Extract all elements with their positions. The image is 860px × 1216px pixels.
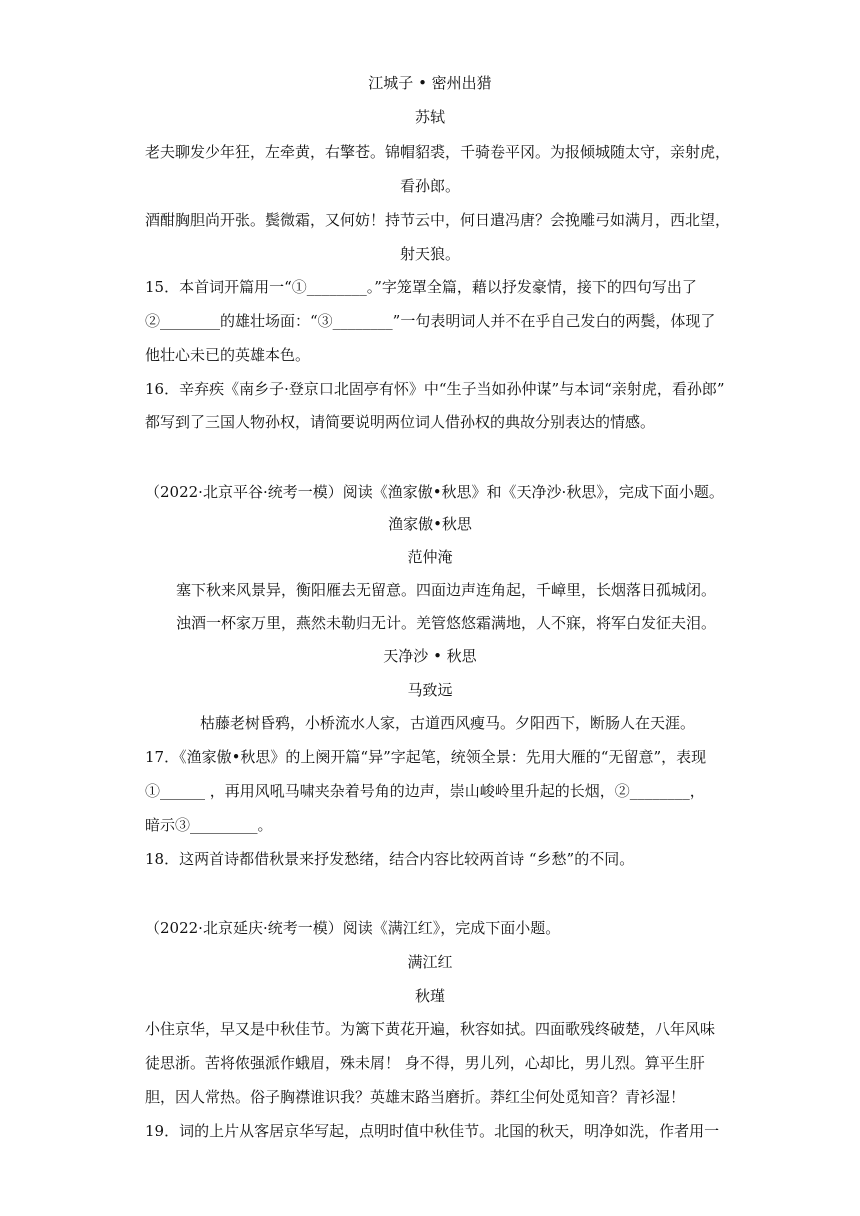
question-15-line: ②________的雄壮场面：“③________”一句表明词人并不在乎自己发白的两鬓，体现了 [145, 312, 716, 330]
question-16-line: 16．辛弃疾《南乡子·登京口北固亭有怀》中“生子当如孙仲谋”与本词“亲射虎，看孙郎” [145, 380, 725, 398]
question-16-line: 都写到了三国人物孙权，请简要说明两位词人借孙权的典故分别表达的情感。 [145, 413, 656, 431]
poem-a-title: 渔家傲•秋思 [388, 515, 472, 533]
section3-intro: （2022·北京延庆·统考一模）阅读《满江红》，完成下面小题。 [145, 919, 561, 937]
poem1-line: 射天狼。 [399, 245, 460, 263]
poem1-line: 老夫聊发少年狂，左牵黄，右擎苍。锦帽貂裘，千骑卷平冈。为报倾城随太守，亲射虎， [145, 143, 731, 161]
poem1-author: 苏轼 [414, 108, 445, 126]
poem-a-line: 塞下秋来风景异，衡阳雁去无留意。四面边声连角起，千嶂里，长烟落日孤城闭。 [176, 581, 717, 599]
question-15-line: 15．本首词开篇用一“①________。”字笼罩全篇，藉以抒发豪情，接下的四句写出了 [145, 278, 697, 296]
poem-b-author: 马致远 [407, 681, 453, 699]
poem-a-line: 浊酒一杯家万里，燕然未勒归无计。羌管悠悠霜满地，人不寐，将军白发征夫泪。 [176, 614, 717, 632]
question-15-line: 他壮心未已的英雄本色。 [145, 346, 311, 364]
question-17-line: 17．《渔家傲•秋思》的上阕开篇“异”字起笔，统领全景：先用大雁的“无留意”，表现 [145, 748, 707, 766]
question-18-line: 18．这两首诗都借秋景来抒发愁绪，结合内容比较两首诗 “乡愁”的不同。 [145, 850, 635, 868]
question-17-line: 暗示③_________。 [145, 816, 273, 834]
section3-poem-title: 满江红 [407, 953, 453, 971]
section3-poem-line: 徒思浙。苦将侬强派作蛾眉，殊未屑！ 身不得，男儿列，心却比，男儿烈。算平生肝 [145, 1054, 705, 1072]
poem1-title: 江城子 • 密州出猎 [368, 74, 492, 92]
section3-poem-author: 秋瑾 [414, 987, 445, 1005]
section2-intro: （2022·北京平谷·统考一模）阅读《渔家傲•秋思》和《天净沙·秋思》，完成下面小题。 [145, 483, 724, 501]
section3-poem-line: 胆，因人常热。俗子胸襟谁识我？英雄末路当磨折。莽红尘何处觅知音？青衫湿！ [145, 1088, 686, 1106]
poem1-line: 看孙郎。 [399, 177, 460, 195]
question-19-line: 19．词的上片从客居京华写起，点明时值中秋佳节。北国的秋天，明净如洗，作者用一 [145, 1122, 720, 1140]
section3-poem-line: 小住京华，早又是中秋佳节。为篱下黄花开遍，秋容如拭。四面歌残终破楚，八年风味 [145, 1020, 716, 1038]
poem1-line: 酒酣胸胆尚开张。鬓微霜，又何妨！持节云中，何日遣冯唐？会挽雕弓如满月，西北望， [145, 211, 731, 229]
poem-a-author: 范仲淹 [407, 548, 453, 566]
poem-b-title: 天净沙 • 秋思 [383, 647, 477, 665]
question-17-line: ①______ ，再用风吼马啸夹杂着号角的边声，崇山峻岭里升起的长烟，②________， [145, 782, 705, 800]
poem-b-line: 枯藤老树昏鸦，小桥流水人家，古道西风瘦马。夕阳西下，断肠人在天涯。 [200, 714, 696, 732]
